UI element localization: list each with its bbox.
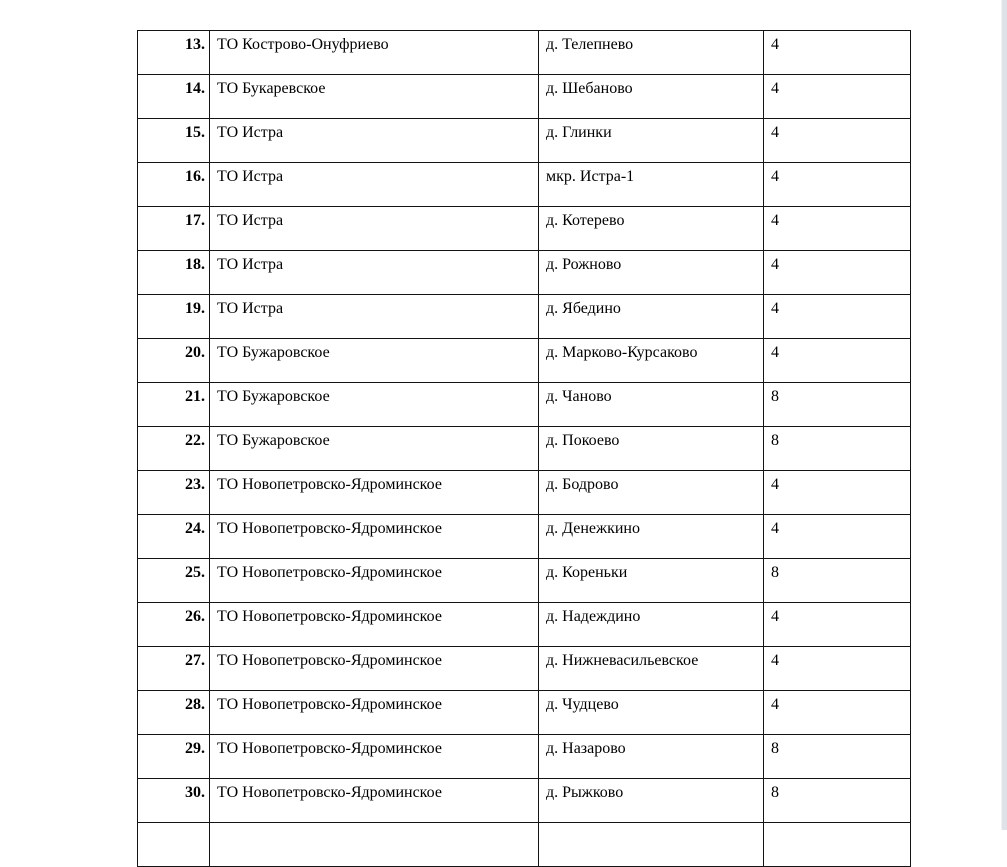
value-cell: 8 — [764, 559, 911, 603]
value-cell — [764, 823, 911, 867]
territorial-unit-cell: ТО Новопетровско-Ядроминское — [210, 559, 539, 603]
territorial-unit-cell: ТО Бужаровское — [210, 427, 539, 471]
territorial-unit-cell: ТО Истра — [210, 207, 539, 251]
row-number-cell: 27. — [138, 647, 210, 691]
table-row — [138, 427, 911, 471]
settlement-cell: д. Бодрово — [539, 471, 764, 515]
settlement-cell: д. Назарово — [539, 735, 764, 779]
table-row — [138, 295, 911, 339]
value-cell: 4 — [764, 295, 911, 339]
settlement-cell: д. Денежкино — [539, 515, 764, 559]
value-cell: 4 — [764, 339, 911, 383]
value-cell: 8 — [764, 779, 911, 823]
value-cell: 8 — [764, 735, 911, 779]
row-number-cell: 21. — [138, 383, 210, 427]
territorial-unit-cell: ТО Новопетровско-Ядроминское — [210, 647, 539, 691]
table-row — [138, 647, 911, 691]
territorial-unit-cell: ТО Истра — [210, 251, 539, 295]
row-number-cell: 23. — [138, 471, 210, 515]
row-number-cell — [138, 823, 210, 867]
table-row — [138, 603, 911, 647]
territorial-unit-cell: ТО Истра — [210, 295, 539, 339]
settlement-cell: д. Чаново — [539, 383, 764, 427]
value-cell: 4 — [764, 603, 911, 647]
territorial-unit-cell: ТО Истра — [210, 163, 539, 207]
table-row — [138, 163, 911, 207]
value-cell: 8 — [764, 427, 911, 471]
table-row — [138, 383, 911, 427]
settlement-cell: д. Телепнево — [539, 31, 764, 75]
settlement-cell — [539, 823, 764, 867]
settlement-cell: д. Кореньки — [539, 559, 764, 603]
territorial-unit-cell: ТО Новопетровско-Ядроминское — [210, 515, 539, 559]
value-cell: 4 — [764, 207, 911, 251]
value-cell: 4 — [764, 31, 911, 75]
territorial-unit-cell: ТО Истра — [210, 119, 539, 163]
row-number-cell: 15. — [138, 119, 210, 163]
territorial-unit-cell — [210, 823, 539, 867]
settlement-cell: д. Марково-Курсаково — [539, 339, 764, 383]
value-cell: 4 — [764, 471, 911, 515]
row-number-cell: 25. — [138, 559, 210, 603]
table-row — [138, 31, 911, 75]
territorial-unit-cell: ТО Бужаровское — [210, 339, 539, 383]
settlement-cell: д. Нижневасильевское — [539, 647, 764, 691]
settlement-cell: д. Рыжково — [539, 779, 764, 823]
territorial-unit-cell: ТО Букаревское — [210, 75, 539, 119]
table-row — [138, 823, 911, 867]
settlement-cell: д. Глинки — [539, 119, 764, 163]
table-row — [138, 339, 911, 383]
settlement-cell: д. Шебаново — [539, 75, 764, 119]
value-cell: 4 — [764, 691, 911, 735]
table-row — [138, 251, 911, 295]
table-row — [138, 515, 911, 559]
territorial-unit-cell: ТО Новопетровско-Ядроминское — [210, 779, 539, 823]
value-cell: 4 — [764, 647, 911, 691]
value-cell: 4 — [764, 515, 911, 559]
value-cell: 8 — [764, 383, 911, 427]
table-row — [138, 119, 911, 163]
settlement-cell: д. Котерево — [539, 207, 764, 251]
row-number-cell: 24. — [138, 515, 210, 559]
value-cell: 4 — [764, 75, 911, 119]
territorial-unit-cell: ТО Новопетровско-Ядроминское — [210, 735, 539, 779]
row-number-cell: 28. — [138, 691, 210, 735]
row-number-cell: 14. — [138, 75, 210, 119]
territorial-unit-cell: ТО Новопетровско-Ядроминское — [210, 471, 539, 515]
row-number-cell: 30. — [138, 779, 210, 823]
table-row — [138, 75, 911, 119]
row-number-cell: 29. — [138, 735, 210, 779]
settlement-cell: д. Надеждино — [539, 603, 764, 647]
table-row — [138, 735, 911, 779]
territorial-unit-cell: ТО Новопетровско-Ядроминское — [210, 603, 539, 647]
settlements-table-body — [138, 31, 911, 867]
settlement-cell: мкр. Истра-1 — [539, 163, 764, 207]
row-number-cell: 26. — [138, 603, 210, 647]
row-number-cell: 16. — [138, 163, 210, 207]
territorial-unit-cell: ТО Новопетровско-Ядроминское — [210, 691, 539, 735]
settlements-table — [137, 30, 911, 867]
row-number-cell: 18. — [138, 251, 210, 295]
row-number-cell: 17. — [138, 207, 210, 251]
settlement-cell: д. Покоево — [539, 427, 764, 471]
territorial-unit-cell: ТО Бужаровское — [210, 383, 539, 427]
table-row — [138, 559, 911, 603]
territorial-unit-cell: ТО Кострово-Онуфриево — [210, 31, 539, 75]
table-row — [138, 207, 911, 251]
settlement-cell: д. Рожново — [539, 251, 764, 295]
table-row — [138, 691, 911, 735]
settlement-cell: д. Ябедино — [539, 295, 764, 339]
row-number-cell: 20. — [138, 339, 210, 383]
row-number-cell: 13. — [138, 31, 210, 75]
value-cell: 4 — [764, 251, 911, 295]
value-cell: 4 — [764, 163, 911, 207]
table-row — [138, 779, 911, 823]
value-cell: 4 — [764, 119, 911, 163]
row-number-cell: 22. — [138, 427, 210, 471]
row-number-cell: 19. — [138, 295, 210, 339]
table-row — [138, 471, 911, 515]
page-edge-strip — [1001, 0, 1007, 830]
settlement-cell: д. Чудцево — [539, 691, 764, 735]
